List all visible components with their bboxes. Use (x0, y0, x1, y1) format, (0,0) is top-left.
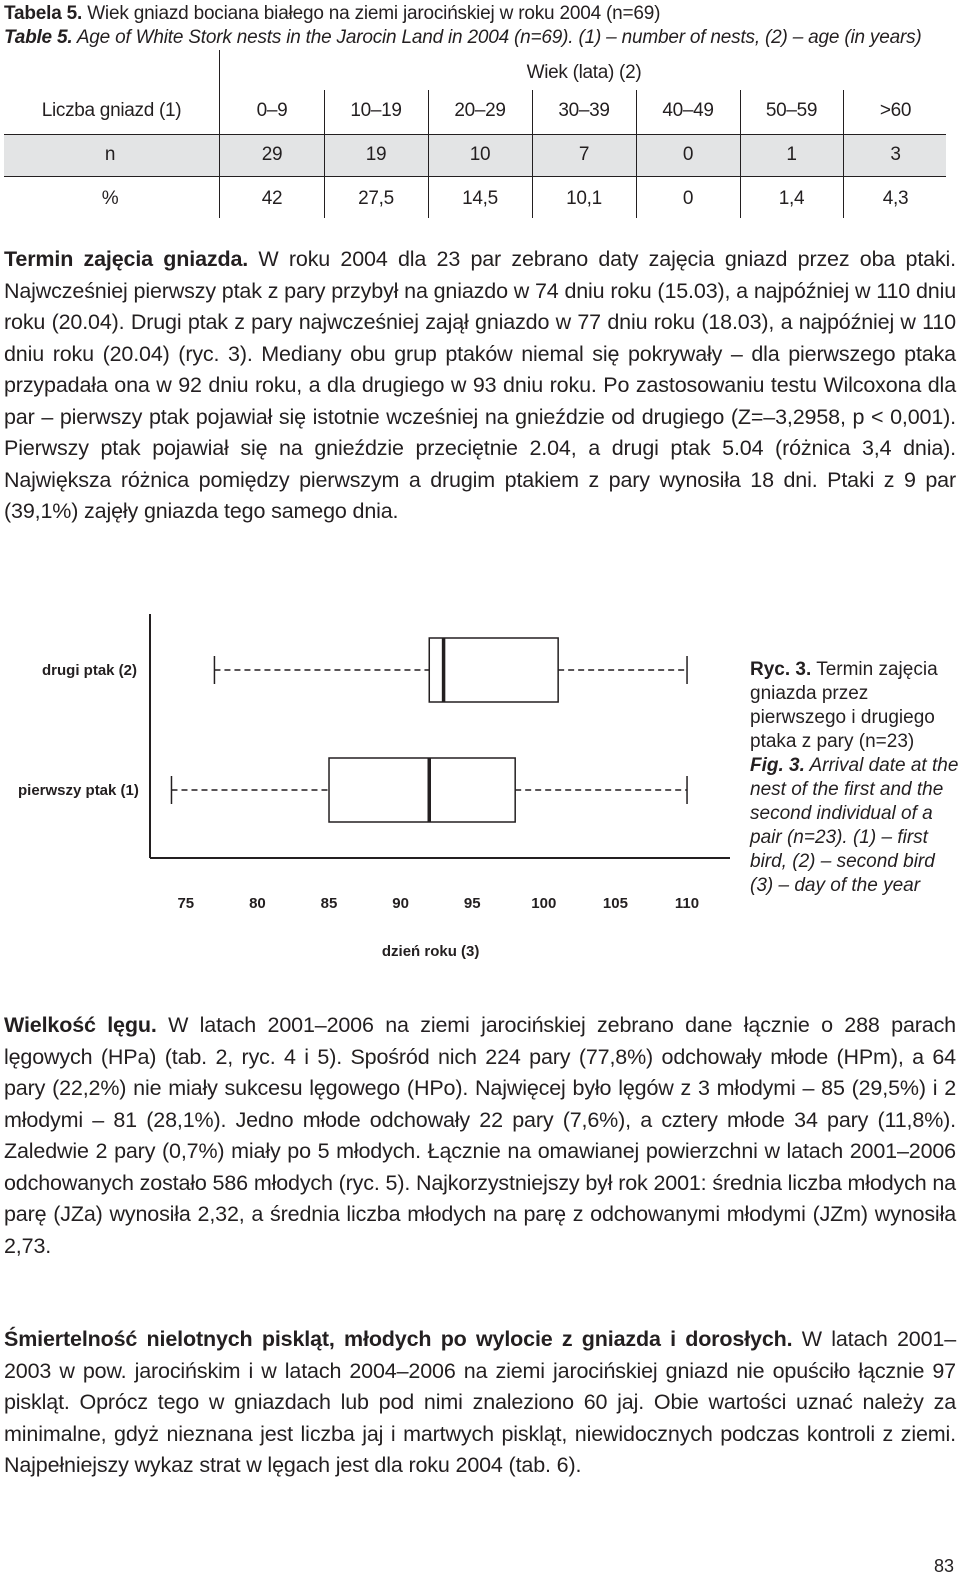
table-col-header: 0–9 (256, 100, 288, 121)
paragraph-mortality (4, 1324, 956, 1482)
table-cell: 4,3 (882, 188, 909, 209)
figure-label-pl: Ryc. 3. (750, 659, 812, 680)
figure-caption (750, 658, 960, 898)
paragraph-text: W latach 2001–2006 na ziemi jarocińskiej zebrano dane łącznie o 288 parach lęgowych (HPa) (tab. 2, ryc. 4 i 5). Spośród nich 224 pary (77,8%) odchowały młode (HPm), a 64 pary (22,2%) nie miały sukcesu lęgowego (HPo). Najwięcej było lęgów z 3 młodymi – 85 (29,5%) i 2 młodymi – 81 (28,1%). Jedno młode odchowały 22 pary (7,6%), a cztery młode 34 pary (11,8%). Zaledwie 2 pary (0,7%) miały po 5 młodych. Łącznie na omawianej powierzchni w latach 2001–2006 odchowanych zostało 586 młodych (ryc. 5). Najkorzystniejszy był rok 2001: średnia liczba młodych na parę (JZa) wynosiła 2,32, a średnia liczba młodych na parę z odchowanymi młodymi (JZm) wynosiła 2,73. (4, 1013, 956, 1258)
table-cell: 19 (365, 144, 387, 165)
paragraph-nest-occupation (4, 244, 956, 528)
table-cell: 27,5 (358, 188, 394, 209)
x-tick-label: 90 (392, 895, 409, 912)
table-cell: 3 (890, 144, 901, 165)
paragraph-brood-size (4, 1010, 956, 1262)
table-cell: 14,5 (462, 188, 498, 209)
table-col-header: 10–19 (350, 100, 402, 121)
page-number: 83 (933, 1556, 954, 1576)
nest-age-table (0, 50, 960, 220)
table-title-pl: Wiek gniazd bociana białego na ziemi jarocińskiej w roku 2004 (n=69) (87, 3, 661, 24)
x-tick-label: 95 (463, 895, 481, 912)
paragraph-text: W latach 2001–2003 w pow. jarocińskim i w latach 2004–2006 na ziemi jarocińskiej gniazd nie opuściło łącznie 97 piskląt. Oprócz tego w gniazdach lub pod nimi znaleziono 60 jaj. Obie wartości uznać należy za minimalne, gdyż nieznana jest liczba jaj i martwych piskląt, niewidocznych podczas kontroli z ziemi. Najpełniejszy wykaz strat w lęgach jest dla roku 2004 (tab. 6). (4, 1327, 957, 1477)
paragraph-heading: Termin zajęcia gniazda. (4, 247, 249, 271)
table-cell: 29 (261, 144, 283, 165)
iqr-box (429, 638, 558, 702)
table-col-header: 20–29 (454, 100, 506, 121)
figure-title-en: Arrival date at the nest of the first and the second individual of a pair (n=23). (1) – first bird, (2) – second bird (3) – day of the year (750, 755, 959, 896)
x-tick-label: 85 (320, 895, 338, 912)
paragraph-heading: Śmiertelność nielotnych piskląt, młodych po wylocie z gniazda i dorosłych. (4, 1327, 793, 1351)
x-tick-label: 110 (674, 895, 700, 912)
table-label-en: Table 5. (4, 27, 73, 48)
table-col-header: 30–39 (558, 100, 610, 121)
table-rule (4, 176, 946, 177)
table-cell: 0 (682, 188, 694, 209)
table-cell: 10 (469, 144, 491, 165)
table-title-en: Age of White Stork nests in the Jarocin Land in 2004 (n=69). (1) – number of nests, (2) – age (in years) (76, 27, 922, 48)
iqr-box (329, 758, 515, 822)
table-row-header: Liczba gniazd (1) (41, 100, 182, 121)
x-tick-label: 105 (602, 895, 628, 912)
table-caption (4, 2, 954, 50)
paragraph-heading: Wielkość lęgu. (4, 1013, 157, 1037)
x-axis-title: dzień roku (3) (381, 943, 480, 960)
table-row-label: n (104, 144, 116, 165)
x-tick-label: 80 (249, 895, 266, 912)
x-tick-label: 75 (177, 895, 195, 912)
table-cell: 1 (786, 144, 797, 165)
table-cell: 42 (261, 188, 283, 209)
table-cell: 1,4 (778, 188, 805, 209)
table-col-header: 50–59 (765, 100, 818, 121)
table-cell: 0 (682, 144, 694, 165)
figure-label-en: Fig. 3. (750, 755, 805, 776)
table-rule (4, 134, 946, 135)
table-cell: 7 (578, 144, 590, 165)
figure-title-pl: Termin zajęcia gniazda przez pierwszego i drugiego ptaka z pary (n=23) (750, 659, 938, 752)
category-label: drugi ptak (2) (42, 662, 138, 679)
boxplot-svg (0, 610, 740, 980)
table-col-header: >60 (879, 100, 912, 121)
table-row-label: % (101, 188, 119, 209)
table-label-pl: Tabela 5. (4, 3, 83, 24)
category-label: pierwszy ptak (1) (18, 782, 139, 799)
x-tick-label: 100 (531, 895, 557, 912)
paragraph-text: W roku 2004 dla 23 par zebrano daty zajęcia gniazd przez oba ptaki. Najwcześniej pierwszy ptak z pary przybył na gniazdo w 74 dniu roku (15.03), a najpóźniej w 110 dniu roku (20.04). Drugi ptak z pary najwcześniej zajął gniazdo w 77 dniu roku (18.03), a najpóźniej w 110 dniu roku (20.04) (ryc. 3). Mediany obu grup ptaków niemal się pokrywały – dla pierwszego ptaka przypadała ona w 92 dniu roku, a dla drugiego w 93 dniu roku. Po zastosowaniu testu Wilcoxona dla par – pierwszy ptak pojawiał się istotnie wcześniej na gnieździe od drugiego (Z=–3,2958, p < 0,001). Pierwszy ptak pojawiał się na gnieździe przeciętnie 2.04, a drugi ptak 5.04 (różnica 3,4 dnia). Największa różnica pomiędzy pierwszym a drugim ptakiem z pary wynosiła 18 dni. Ptaki z 9 par (39,1%) zajęły gniazda tego samego dnia. (4, 247, 957, 523)
table-cell: 10,1 (566, 188, 602, 209)
table-group-header: Wiek (lata) (2) (526, 62, 642, 83)
table-col-header: 40–49 (662, 100, 714, 121)
